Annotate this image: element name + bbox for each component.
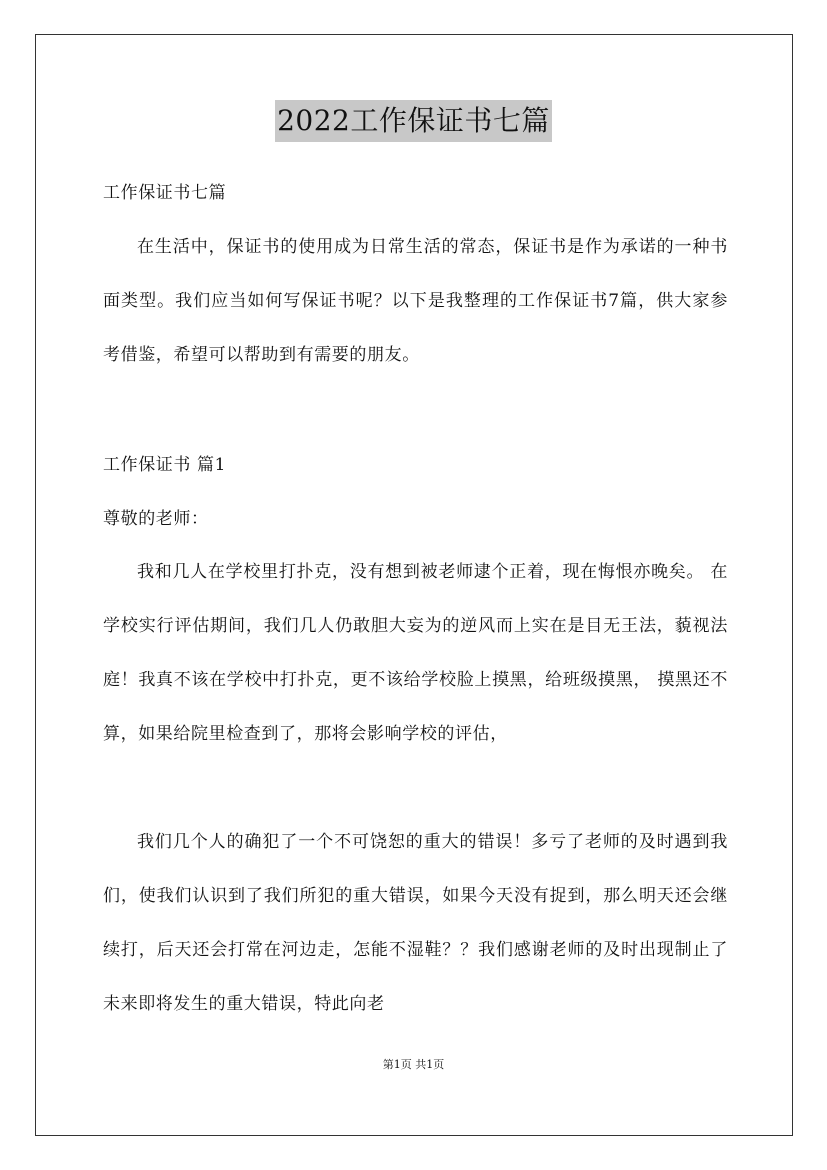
body-paragraph-1: 我和几人在学校里打扑克，没有想到被老师逮个正着，现在悔恨亦晚矣。 在学校实行评估期间，我们几人仍敢胆大妄为的逆风而上实在是目无王法，藐视法庭！我真不该在学校中打扑克，更不该给学校脸上摸黑，给班级摸黑， 摸黑还不算，如果给院里检查到了，那将会影响学校的评估， bbox=[103, 562, 728, 744]
document-title: 2022工作保证书七篇 bbox=[275, 100, 552, 142]
body-paragraph-2: 我们几个人的确犯了一个不可饶恕的重大的错误！多亏了老师的及时遇到我们，使我们认识到了我们所犯的重大错误，如果今天没有捉到，那么明天还会继续打，后天还会打常在河边走，怎能不湿鞋？？我们感谢老师的及时出现制止了未来即将发生的重大错误，特此向老 bbox=[103, 832, 728, 1014]
page-footer: 第1页 共1页 bbox=[382, 1058, 445, 1071]
section-heading: 工作保证书 篇1 bbox=[103, 455, 227, 475]
salutation: 尊敬的老师： bbox=[103, 509, 209, 529]
title-area bbox=[0, 100, 827, 142]
intro-paragraph: 在生活中，保证书的使用成为日常生活的常态，保证书是作为承诺的一种书面类型。我们应当如何写保证书呢？以下是我整理的工作保证书7篇，供大家参考借鉴，希望可以帮助到有需要的朋友。 bbox=[103, 237, 728, 365]
subtitle: 工作保证书七篇 bbox=[103, 183, 227, 203]
